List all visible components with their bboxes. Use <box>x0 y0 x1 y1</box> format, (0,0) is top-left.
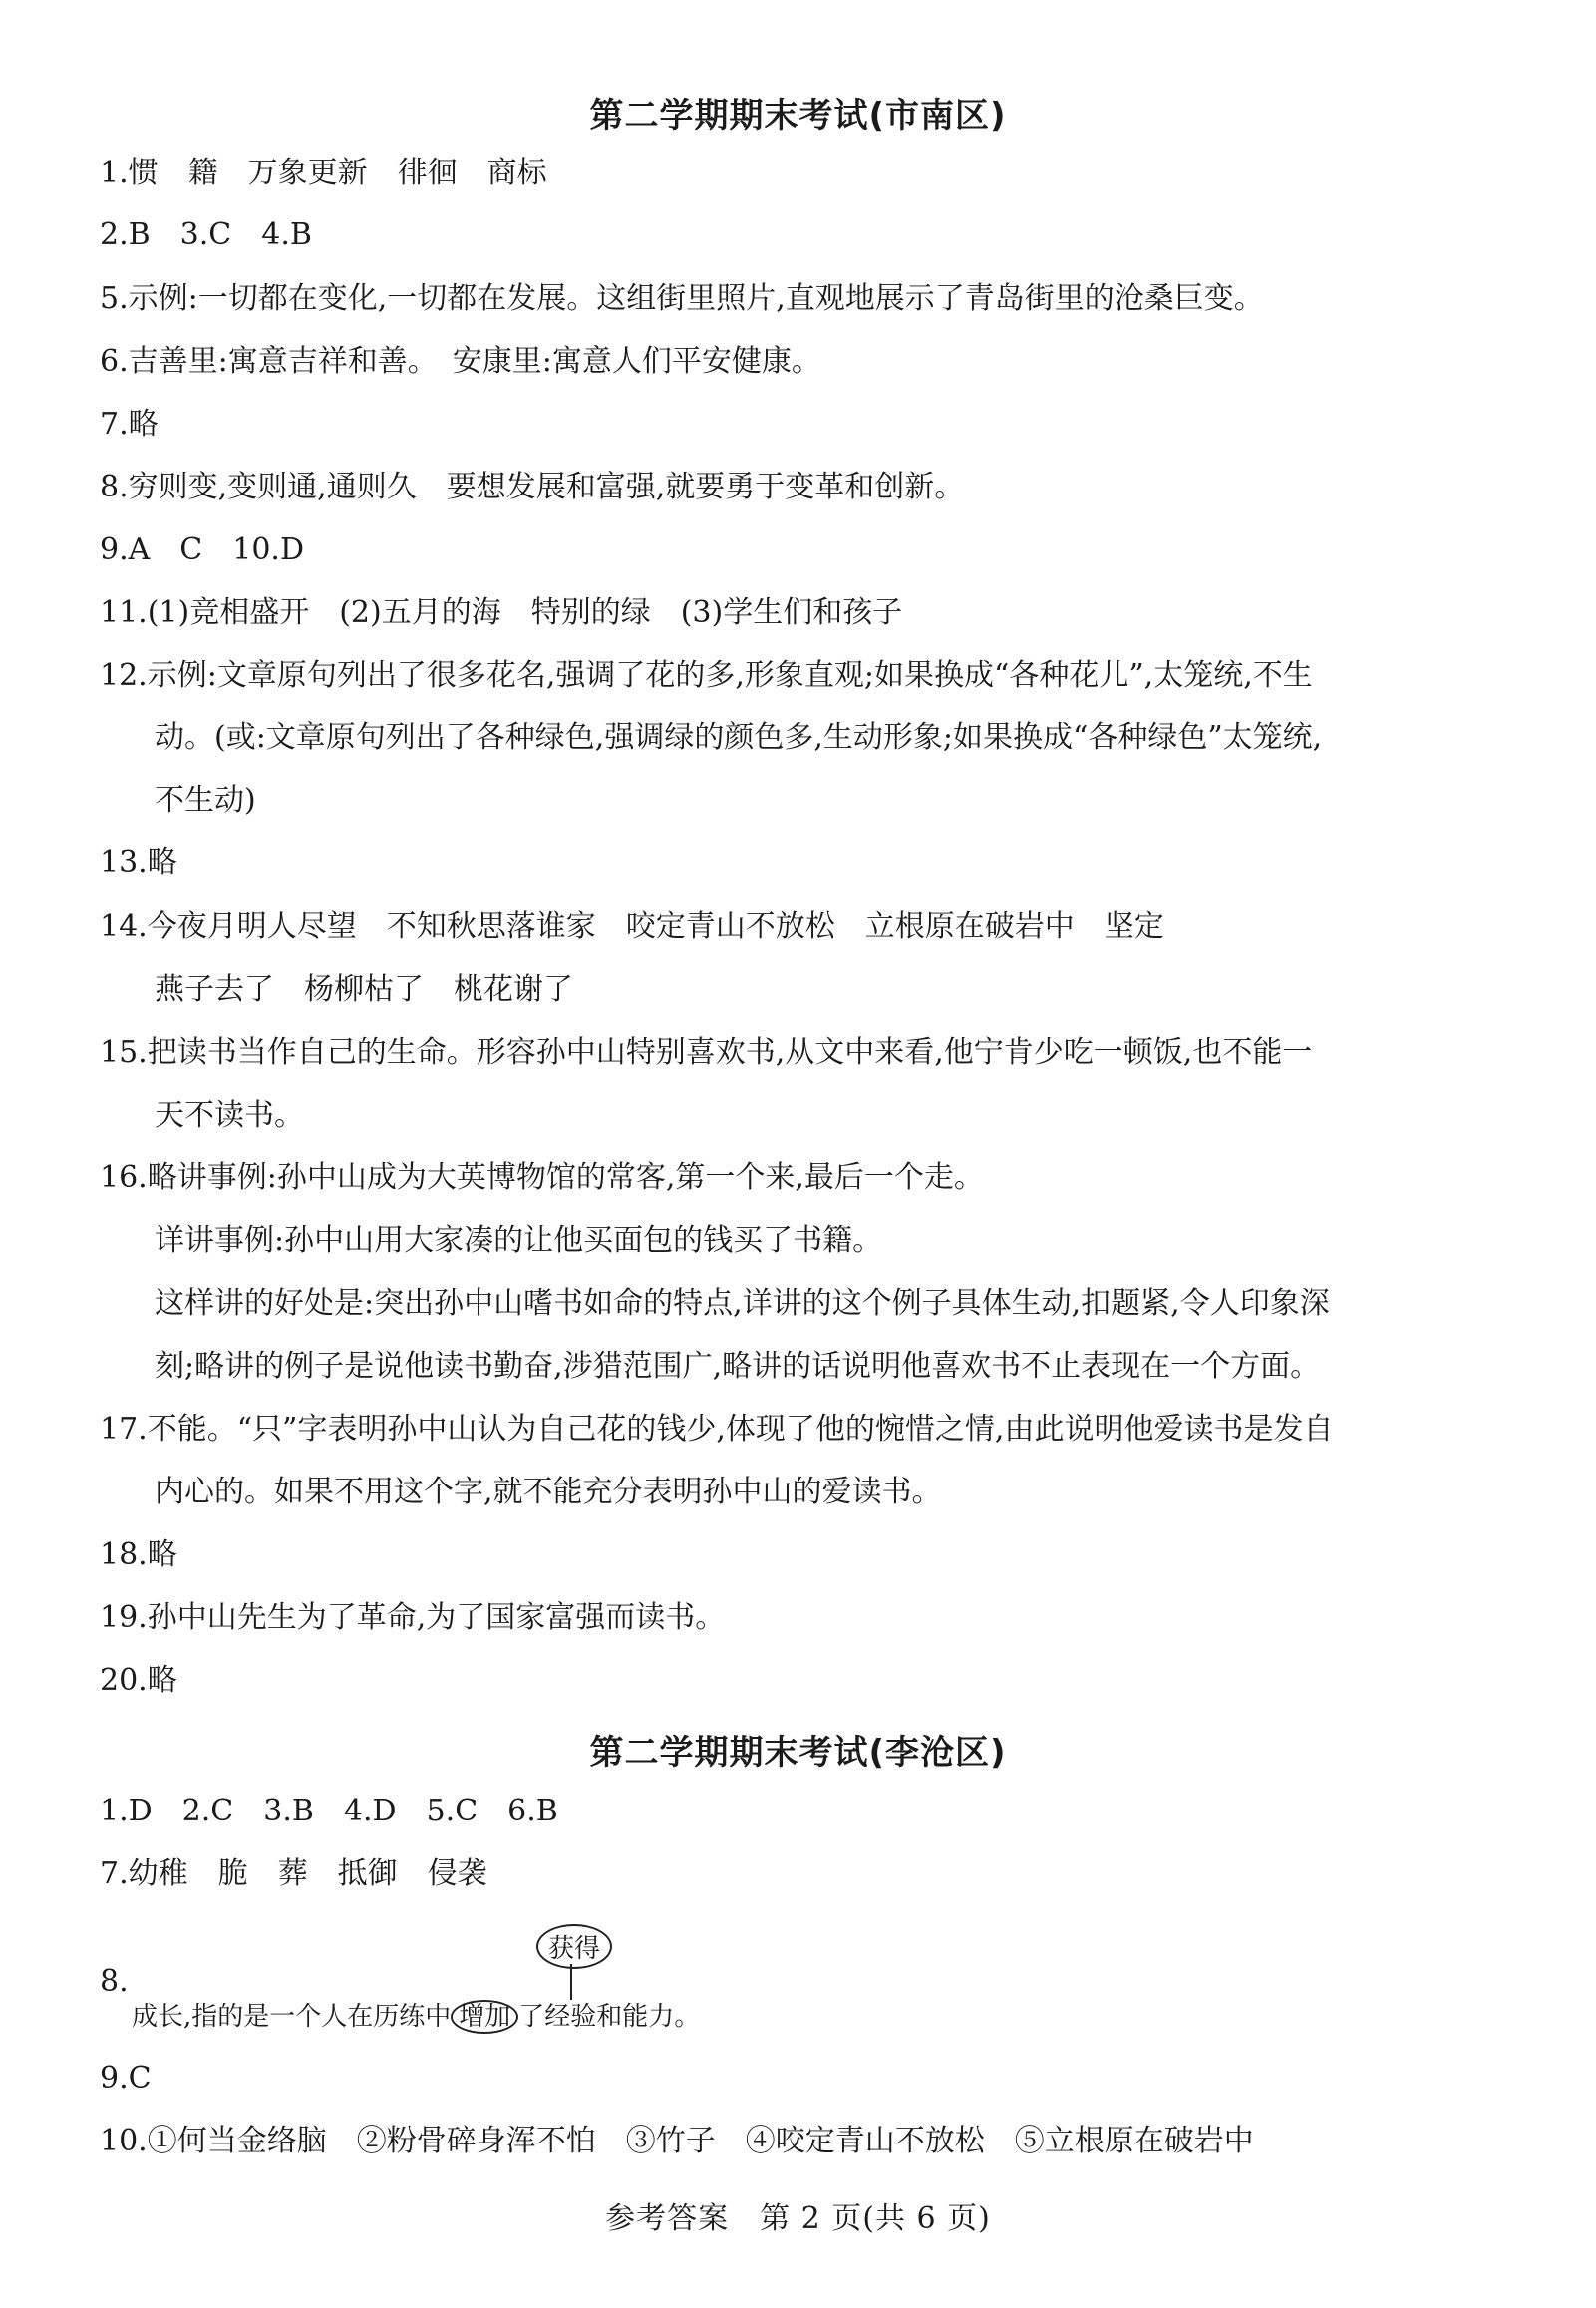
section-title-shinan: 第二学期期末考试(市南区) <box>589 96 1007 136</box>
answer-line: 11.(1)竞相盛开 (2)五月的海 特别的绿 (3)学生们和孩子 <box>100 595 903 630</box>
answer-line: 7.略 <box>100 407 159 442</box>
answer-line: 内心的。如果不用这个字,就不能充分表明孙中山的爱读书。 <box>155 1475 942 1509</box>
answer-line: 这样讲的好处是:突出孙中山嗜书如命的特点,详讲的这个例子具体生动,扣题紧,令人印象深 <box>155 1286 1330 1321</box>
answer-line: 刻;略讲的例子是说他读书勤奋,涉猎范围广,略讲的话说明他喜欢书不止表现在一个方面。 <box>155 1349 1321 1384</box>
q8-text-after: 了经验和能力。 <box>518 2002 701 2032</box>
q8-sentence <box>132 1996 700 2034</box>
answer-line: 2.B 3.C 4.B <box>100 217 312 252</box>
answer-line: 不生动) <box>155 783 256 818</box>
q8-text-before: 成长,指的是一个人在历练中 <box>132 2002 452 2032</box>
answer-line: 8.穷则变,变则通,通则久 要想发展和富强,就要勇于变革和创新。 <box>100 470 965 504</box>
section-title-licang: 第二学期期末考试(李沧区) <box>589 1733 1007 1773</box>
answer-line: 12.示例:文章原句列出了很多花名,强调了花的多,形象直观;如果换成“各种花儿”,太笼统,不生 <box>100 658 1313 693</box>
answer-line: 7.幼稚 脆 葬 抵御 侵袭 <box>100 1856 487 1891</box>
answer-line: 动。(或:文章原句列出了各种绿色,强调绿的颜色多,生动形象;如果换成“各种绿色”太笼统, <box>155 720 1323 755</box>
answer-line: 9.A C 10.D <box>100 532 305 567</box>
replacement-word: 获得 <box>536 1924 612 1969</box>
answer-line: 17.不能。“只”字表明孙中山认为自己花的钱少,体现了他的惋惜之情,由此说明他爱读书是发自 <box>100 1412 1334 1447</box>
answer-line: 1.惯 籍 万象更新 徘徊 商标 <box>100 156 547 190</box>
answer-line: 14.今夜月明人尽望 不知秋思落谁家 咬定青山不放松 立根原在破岩中 坚定 <box>100 909 1164 944</box>
answer-line: 5.示例:一切都在变化,一切都在发展。这组街里照片,直观地展示了青岛街里的沧桑巨变。 <box>100 281 1264 316</box>
circled-word: 增加 <box>451 2000 518 2034</box>
page-footer: 参考答案 第 2 页(共 6 页) <box>605 2201 991 2236</box>
q8-correction-figure <box>100 1924 997 2044</box>
answer-line: 18.略 <box>100 1537 177 1572</box>
answer-line: 19.孙中山先生为了革命,为了国家富强而读书。 <box>100 1600 726 1635</box>
answer-line: 详讲事例:孙中山用大家凑的让他买面包的钱买了书籍。 <box>155 1223 883 1258</box>
correction-stem <box>570 1964 572 2000</box>
q8-number: 8. <box>100 1964 129 1999</box>
answer-line: 13.略 <box>100 845 177 880</box>
answer-line: 1.D 2.C 3.B 4.D 5.C 6.B <box>100 1794 558 1828</box>
answer-line: 天不读书。 <box>155 1098 304 1133</box>
answer-line: 9.C <box>100 2061 152 2096</box>
answer-line: 10.①何当金络脑 ②粉骨碎身浑不怕 ③竹子 ④咬定青山不放松 ⑤立根原在破岩中 <box>100 2124 1254 2158</box>
answer-line: 20.略 <box>100 1663 177 1698</box>
answer-line: 6.吉善里:寓意吉祥和善。 安康里:寓意人们平安健康。 <box>100 344 821 379</box>
answer-line: 燕子去了 杨柳枯了 桃花谢了 <box>155 972 573 1007</box>
answer-line: 15.把读书当作自己的生命。形容孙中山特别喜欢书,从文中来看,他宁肯少吃一顿饭,也不能一 <box>100 1035 1313 1070</box>
answer-line: 16.略讲事例:孙中山成为大英博物馆的常客,第一个来,最后一个走。 <box>100 1160 984 1195</box>
